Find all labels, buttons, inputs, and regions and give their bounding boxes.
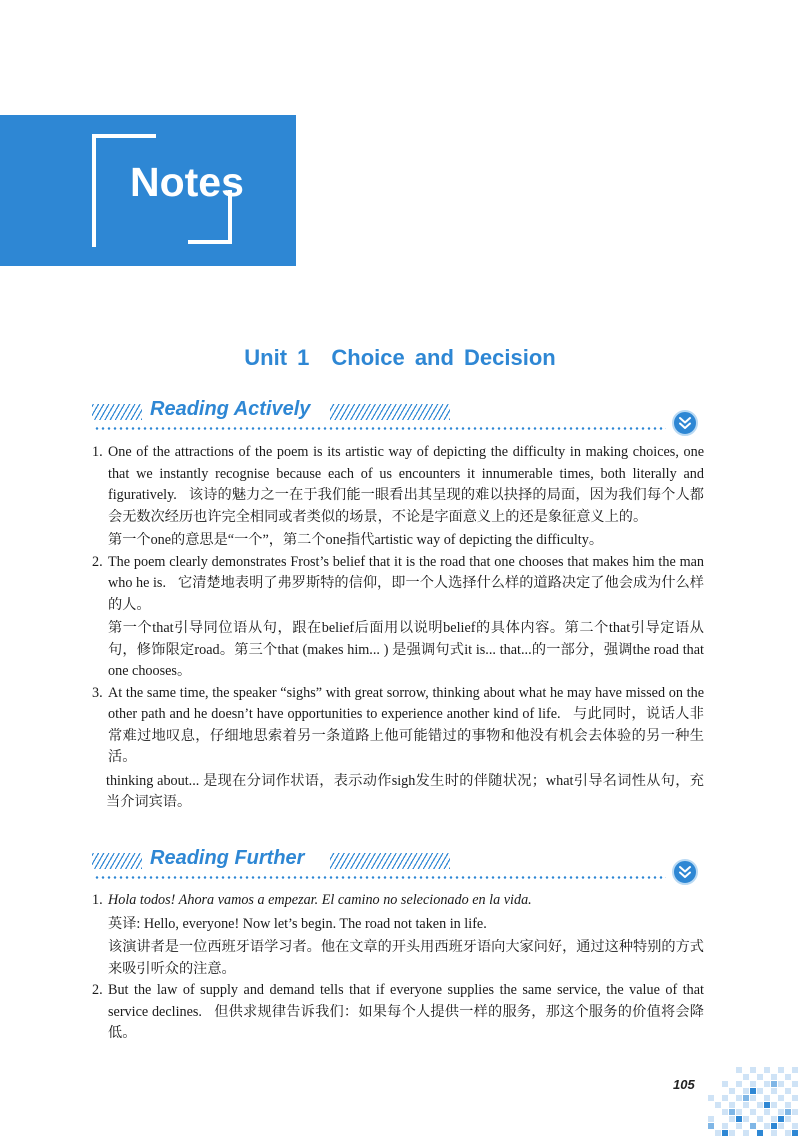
dotted-divider (94, 876, 666, 879)
grammar-note: 该演讲者是一位西班牙语学习者。他在文章的开头用西班牙语向大家问好，通过这种特别的方式来吸引听众的注意。 (108, 939, 704, 977)
section-heading-reading-further (92, 847, 702, 885)
list-item: 1. One of the attractions of the poem is its artistic way of depicting the difficulty in making choices, one that we instantly recognise because each of us encounters it innumerable times, both literally and figuratively. 该诗的魅力之一在于我们能一眼看出其呈现的难以抉择的局面，因为我们每个人都会无数次经历也许完全相同或者类似的场景，不论是字面意义上的还是象征意义上的。 (92, 444, 704, 525)
hatch-decoration (92, 404, 142, 420)
page-number: 105 (673, 1077, 695, 1092)
grammar-note: 第一个one的意思是“一个”，第二个one指代artistic way of depicting the difficulty。 (108, 532, 604, 548)
hatch-decoration (330, 404, 450, 420)
english-translation: 英译: Hello, everyone! Now let’s begin. The road not taken in life. (108, 915, 487, 932)
section-heading-reading-actively (92, 398, 702, 436)
banner-title: Notes (130, 159, 244, 205)
chinese-translation: 该诗的魅力之一在于我们能一眼看出其呈现的难以抉择的局面，因为我们每个人都会无数次经历也许完全相同或者类似的场景，不论是字面意义上的还是象征意义上的。 (108, 487, 704, 525)
grammar-note: thinking about... 是现在分词作状语，表示动作sigh发生时的伴随状况；what引导名词性从句，充当介词宾语。 (106, 772, 704, 810)
hatch-decoration (92, 853, 142, 869)
english-text: But the law of supply and demand tells that if everyone supplies the same service, the value of that service declines. (108, 982, 704, 1020)
reading-actively-content (92, 442, 704, 814)
list-item: 1. Hola todos! Ahora vamos a empezar. El camino no selecionado en la vida. (92, 892, 532, 908)
hatch-decoration (330, 853, 450, 869)
dotted-divider (94, 427, 666, 430)
pixel-pattern-decoration (706, 1065, 800, 1138)
english-text: At the same time, the speaker “sighs” with great sorrow, thinking about what he may have missed on the other path and he doesn’t have opportunities to experience another kind of life. (108, 684, 704, 722)
chinese-translation: 它清楚地表明了弗罗斯特的信仰，即一个人选择什么样的道路决定了他会成为什么样的人。 (108, 575, 704, 613)
notes-banner (0, 115, 296, 266)
list-item: 2. But the law of supply and demand tells that if everyone supplies the same service, the value of that service declines. 但供求规律告诉我们：如果每个人提供一样的服务，那这个服务的价值将会降低。 (92, 982, 704, 1041)
double-chevron-down-icon (672, 859, 698, 885)
english-text: The poem clearly demonstrates Frost’s belief that it is the road that one chooses that makes him the man who he is. (108, 553, 704, 591)
list-item: 3. At the same time, the speaker “sighs” with great sorrow, thinking about what he may have missed on the other path and he doesn’t have opportunities to experience another kind of life. 与此同时，说话人非常难过地叹息，仔细地思索着另一条道路上他可能错过的事物和他没有机会去体验的另一种生活。 (92, 684, 704, 765)
spanish-text: Hola todos! Ahora vamos a empezar. El camino no selecionado en la vida. (108, 892, 532, 908)
section-heading-label: Reading Actively (150, 398, 311, 420)
reading-further-content (92, 890, 704, 1045)
section-heading-label: Reading Further (150, 847, 305, 869)
unit-title: Unit 1 Choice and Decision (244, 345, 556, 370)
chinese-translation: 与此同时，说话人非常难过地叹息，仔细地思索着另一条道路上他可能错过的事物和他没有机会去体验的另一种生活。 (108, 706, 704, 765)
grammar-note: 第一个that引导同位语从句，跟在belief后面用以说明belief的具体内容。第二个that引导定语从句，修饰限定road。第三个that (makes him... ) 是强调句式it is... that...的一部分，强调the road that one chooses。 (108, 620, 704, 679)
list-item: 2. The poem clearly demonstrates Frost’s belief that it is the road that one chooses that makes him the man who he is. 它清楚地表明了弗罗斯特的信仰，即一个人选择什么样的道路决定了他会成为什么样的人。 (92, 553, 704, 613)
chinese-translation: 但供求规律告诉我们：如果每个人提供一样的服务，那这个服务的价值将会降低。 (108, 1003, 704, 1041)
english-text: One of the attractions of the poem is its artistic way of depicting the difficulty in making choices, one that we instantly recognise because each of us encounters it innumerable times, both literally and figuratively. (108, 444, 704, 503)
double-chevron-down-icon (672, 410, 698, 436)
